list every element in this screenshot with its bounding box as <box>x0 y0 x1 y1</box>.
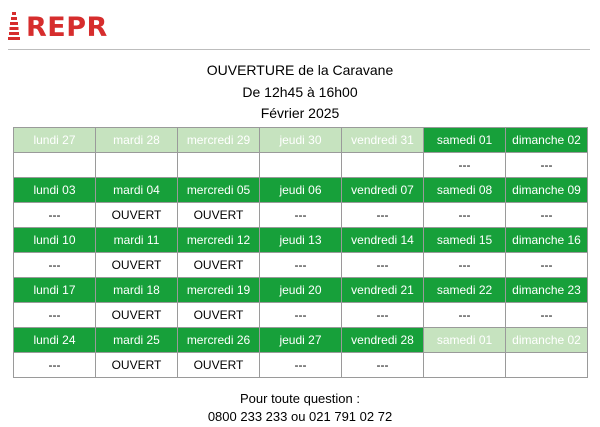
day-status-cell: OUVERT <box>96 203 178 228</box>
day-status-cell: --- <box>342 253 424 278</box>
day-status-cell: --- <box>506 203 588 228</box>
day-status-cell: --- <box>424 153 506 178</box>
day-status-cell <box>506 353 588 378</box>
day-label-cell: lundi 17 <box>14 278 96 303</box>
day-label-cell: samedi 08 <box>424 178 506 203</box>
day-label-cell: dimanche 02 <box>506 128 588 153</box>
week-date-row <box>14 228 588 253</box>
day-label-cell: mardi 11 <box>96 228 178 253</box>
title-line-3: Février 2025 <box>260 105 340 121</box>
day-status-cell: --- <box>260 253 342 278</box>
header-divider <box>8 49 590 50</box>
day-label-cell: mercredi 19 <box>178 278 260 303</box>
day-status-cell: --- <box>506 303 588 328</box>
day-status-cell <box>178 153 260 178</box>
day-label-cell: vendredi 31 <box>342 128 424 153</box>
day-status-cell: --- <box>260 353 342 378</box>
day-status-cell <box>424 353 506 378</box>
week-status-row <box>14 303 588 328</box>
title-line-1: OUVERTURE de la Caravane <box>206 62 394 78</box>
day-label-cell: samedi 01 <box>424 128 506 153</box>
day-status-cell: --- <box>342 303 424 328</box>
day-status-cell <box>14 153 96 178</box>
day-label-cell: samedi 15 <box>424 228 506 253</box>
day-label-cell: jeudi 06 <box>260 178 342 203</box>
day-label-cell: jeudi 30 <box>260 128 342 153</box>
day-label-cell: vendredi 14 <box>342 228 424 253</box>
day-status-cell: --- <box>342 353 424 378</box>
footer-question: Pour toute question : <box>240 391 360 406</box>
day-label-cell: mardi 04 <box>96 178 178 203</box>
logo-text: REPR <box>26 11 108 43</box>
repr-logo <box>8 10 108 44</box>
day-status-cell: --- <box>14 203 96 228</box>
day-label-cell: mardi 18 <box>96 278 178 303</box>
day-status-cell: --- <box>506 153 588 178</box>
day-status-cell: OUVERT <box>178 203 260 228</box>
day-status-cell: --- <box>424 253 506 278</box>
day-status-cell: --- <box>342 203 424 228</box>
day-label-cell: vendredi 28 <box>342 328 424 353</box>
footer-phone-numbers: 0800 233 233 ou 021 791 02 72 <box>207 409 393 424</box>
title-line-2: De 12h45 à 16h00 <box>242 83 358 100</box>
day-status-cell: --- <box>260 303 342 328</box>
week-date-row <box>14 178 588 203</box>
day-status-cell: --- <box>424 303 506 328</box>
day-label-cell: mercredi 26 <box>178 328 260 353</box>
day-status-cell: OUVERT <box>178 353 260 378</box>
day-label-cell: vendredi 21 <box>342 278 424 303</box>
day-label-cell: mardi 28 <box>96 128 178 153</box>
day-label-cell: dimanche 02 <box>506 328 588 353</box>
contact-footer <box>0 390 600 426</box>
day-status-cell: --- <box>506 253 588 278</box>
week-status-row <box>14 153 588 178</box>
day-label-cell: jeudi 13 <box>260 228 342 253</box>
day-status-cell: OUVERT <box>96 253 178 278</box>
day-status-cell: --- <box>14 353 96 378</box>
day-label-cell: vendredi 07 <box>342 178 424 203</box>
week-date-row <box>14 278 588 303</box>
week-status-row <box>14 253 588 278</box>
day-status-cell <box>342 153 424 178</box>
day-label-cell: mercredi 29 <box>178 128 260 153</box>
day-status-cell: --- <box>424 203 506 228</box>
day-label-cell: mercredi 05 <box>178 178 260 203</box>
day-label-cell: samedi 22 <box>424 278 506 303</box>
day-label-cell: jeudi 27 <box>260 328 342 353</box>
week-status-row <box>14 203 588 228</box>
day-status-cell: OUVERT <box>178 253 260 278</box>
day-status-cell: OUVERT <box>96 303 178 328</box>
day-label-cell: lundi 27 <box>14 128 96 153</box>
day-label-cell: lundi 24 <box>14 328 96 353</box>
day-label-cell: lundi 10 <box>14 228 96 253</box>
day-status-cell: --- <box>260 203 342 228</box>
day-status-cell: OUVERT <box>178 303 260 328</box>
day-label-cell: dimanche 23 <box>506 278 588 303</box>
day-status-cell <box>96 153 178 178</box>
lighthouse-bars-icon <box>8 12 20 42</box>
schedule-title <box>0 60 600 125</box>
week-date-row <box>14 128 588 153</box>
day-status-cell: OUVERT <box>96 353 178 378</box>
week-date-row <box>14 328 588 353</box>
page-header <box>0 0 600 52</box>
day-status-cell: --- <box>14 253 96 278</box>
day-status-cell: --- <box>14 303 96 328</box>
day-label-cell: mardi 25 <box>96 328 178 353</box>
day-label-cell: jeudi 20 <box>260 278 342 303</box>
day-label-cell: dimanche 16 <box>506 228 588 253</box>
week-status-row <box>14 353 588 378</box>
day-status-cell <box>260 153 342 178</box>
day-label-cell: samedi 01 <box>424 328 506 353</box>
day-label-cell: dimanche 09 <box>506 178 588 203</box>
day-label-cell: lundi 03 <box>14 178 96 203</box>
opening-calendar <box>13 127 588 378</box>
day-label-cell: mercredi 12 <box>178 228 260 253</box>
